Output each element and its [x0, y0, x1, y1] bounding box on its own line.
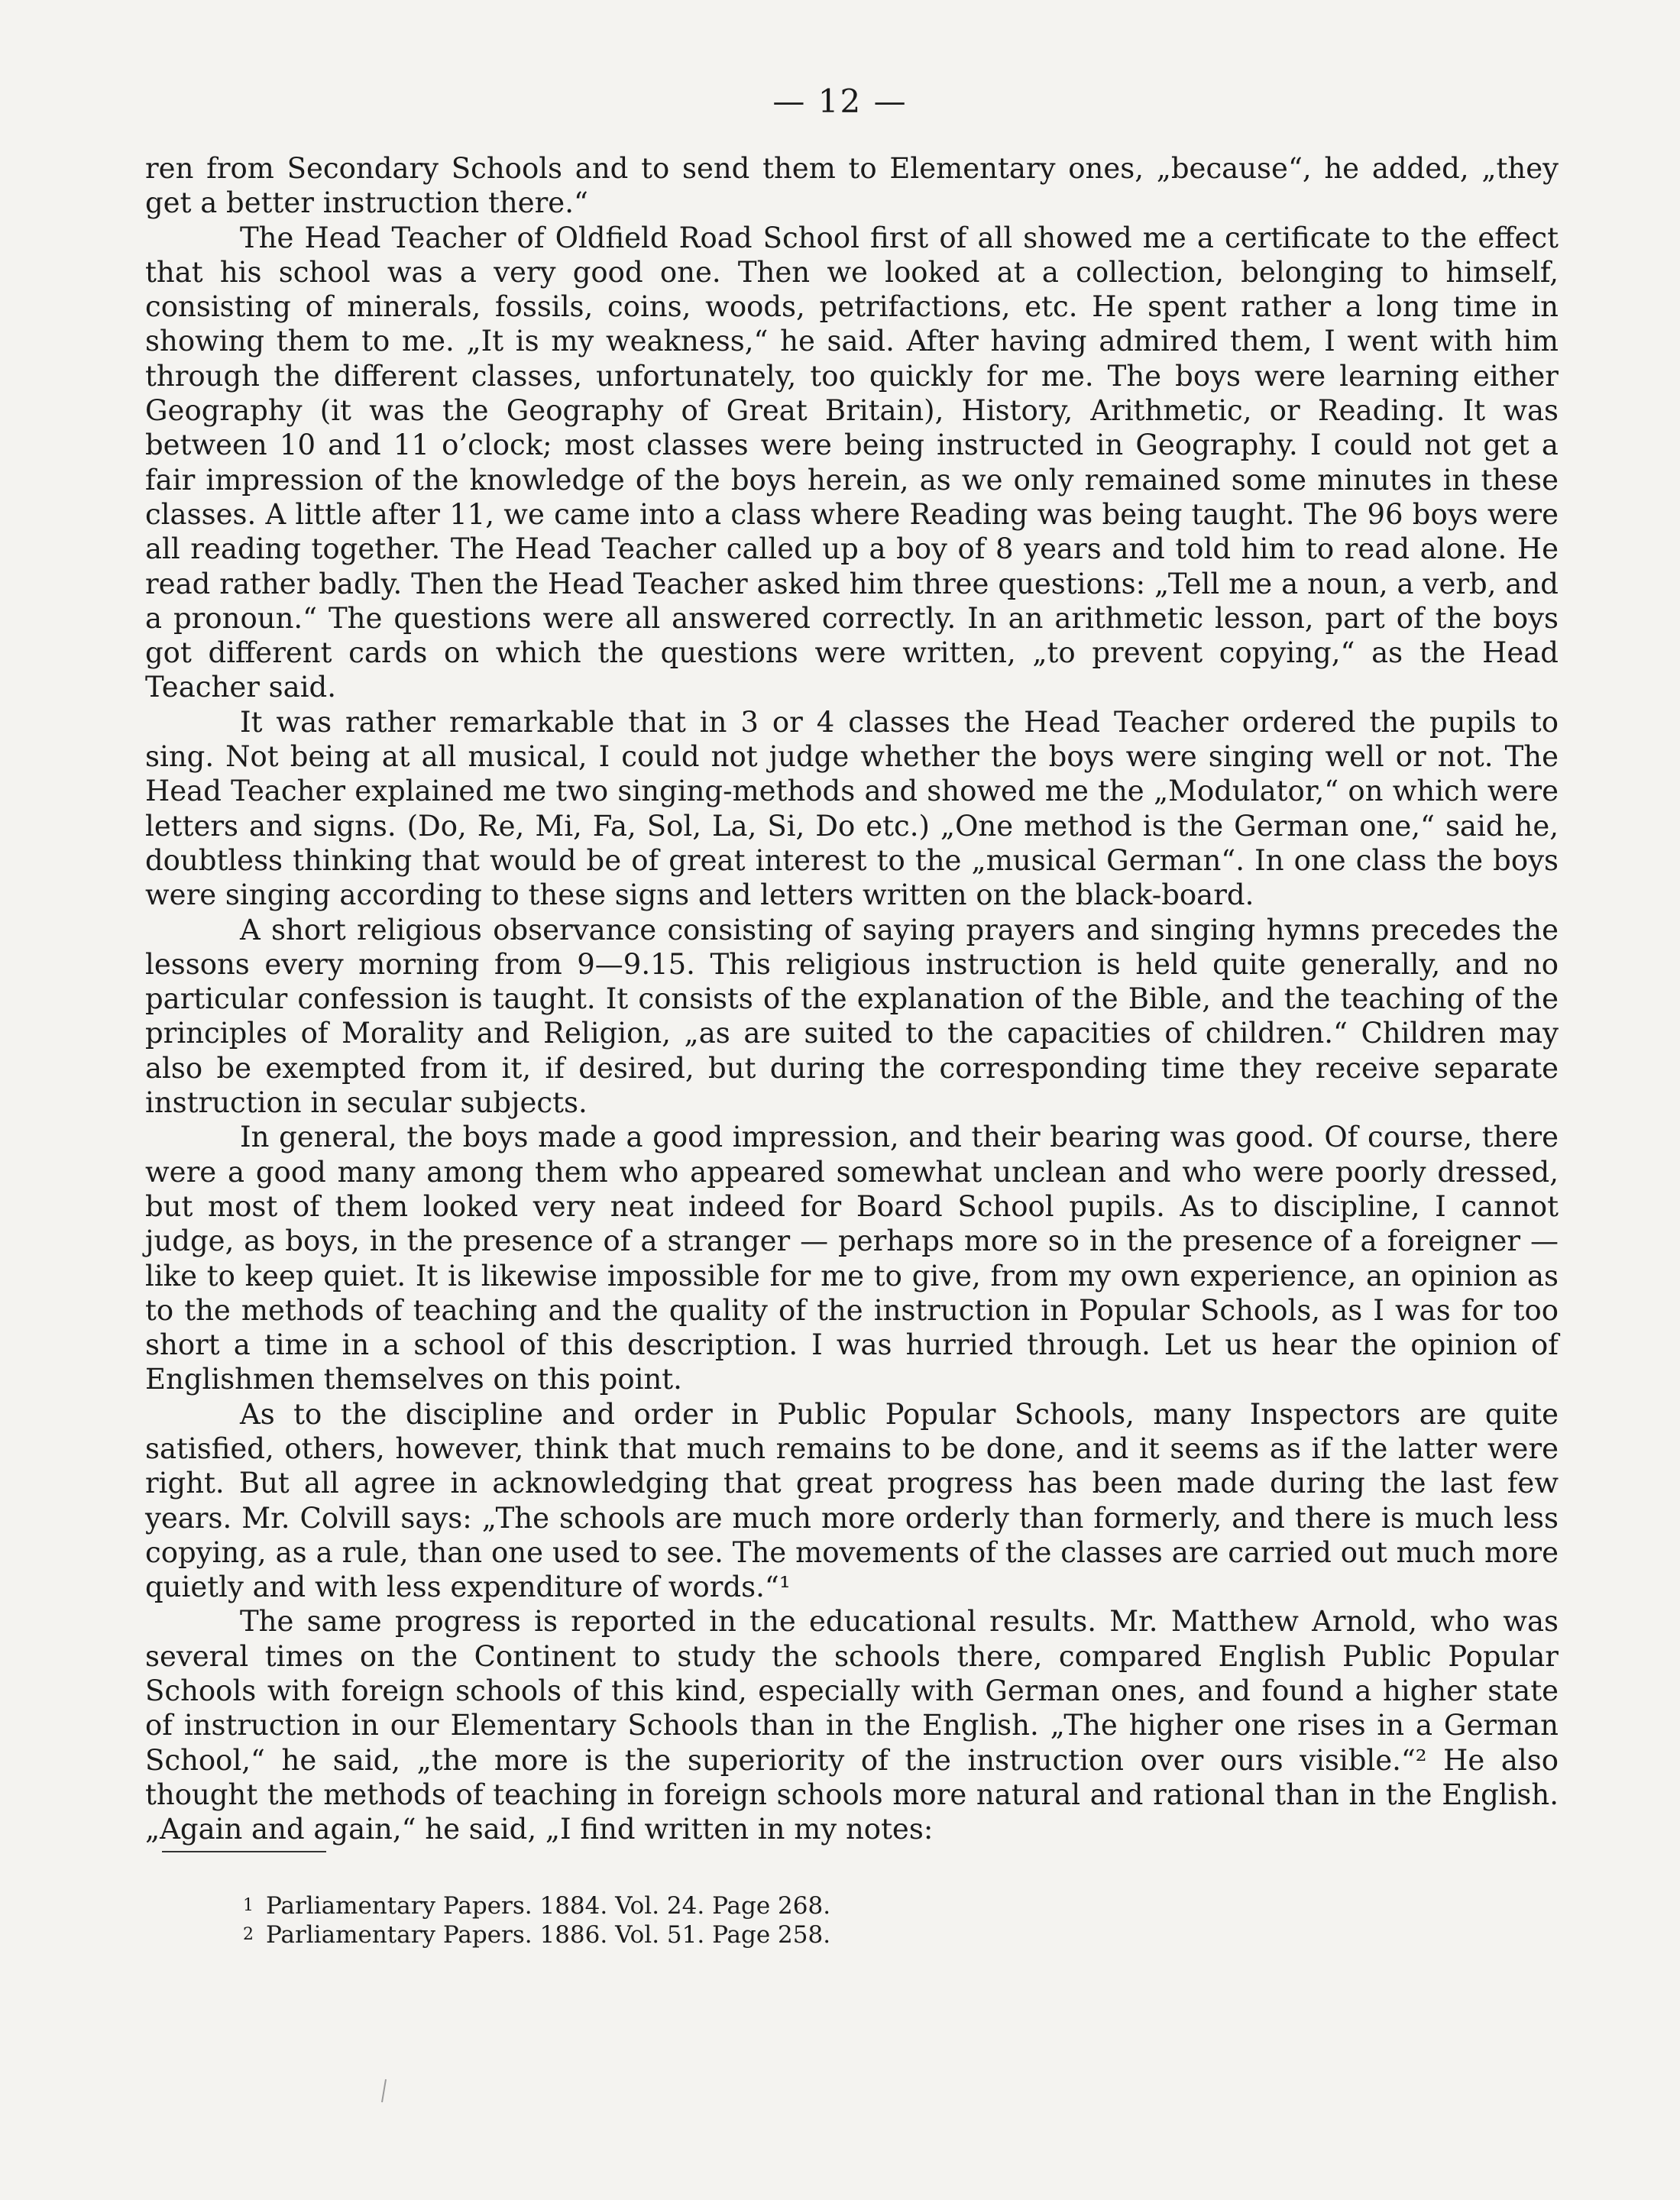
paragraph-3: It was rather remarkable that in 3 or 4 classes the Head Teacher ordered the pupils to sing. Not being at all musical, I could not judge whether the boys were singing well or not. The Head Teacher explained me two singing-methods and showed me the „Modulator,“ on which were letters and signs. (Do, Re, Mi, Fa, Sol, La, Si, Do etc.) „One method is the German one,“ said he, doubtless thinking that would be of great interest to the „musical German“. In one class the boys were singing according to these signs and letters written on the black-board.: [145, 705, 1559, 912]
footnotes: [243, 1891, 1313, 1949]
footnote-text: Parliamentary Papers. 1886. Vol. 51. Page 258.: [266, 1921, 831, 1949]
footnote: [243, 1920, 1313, 1949]
footnote-text: Parliamentary Papers. 1884. Vol. 24. Page 268.: [266, 1892, 831, 1920]
body-text: [145, 151, 1559, 1847]
paragraph-4: A short religious observance consisting of saying prayers and singing hymns precedes the lessons every morning from 9—9.15. This religious instruction is held quite generally, and no particular confession is taught. It consists of the explanation of the Bible, and the teaching of the principles of Morality and Religion, „as are suited to the capacities of children.“ Children may also be exempted from it, if desired, but during the corresponding time they receive separate instruction in secular subjects.: [145, 913, 1559, 1120]
paragraph-1: ren from Secondary Schools and to send them to Elementary ones, „because“, he added, „they get a better instruction there.“: [145, 152, 1559, 220]
footnote-rule: [162, 1851, 326, 1852]
paragraph-5: In general, the boys made a good impression, and their bearing was good. Of course, there were a good many among them who appeared somewhat unclean and who were poorly dressed, but most of them looked very neat indeed for Board School pupils. As to discipline, I cannot judge, as boys, in the presence of a stranger — perhaps more so in the presence of a foreigner — like to keep quiet. It is likewise impossible for me to give, from my own experience, an opinion as to the methods of teaching and the quality of the instruction in Popular Schools, as I was for too short a time in a school of this description. I was hurried through. Let us hear the opinion of Englishmen themselves on this point.: [145, 1121, 1559, 1396]
paragraph-2: The Head Teacher of Oldfield Road School first of all showed me a certificate to the effect that his school was a very good one. Then we looked at a collection, belonging to himself, consisting of minerals, fossils, coins, woods, petrifactions, etc. He spent rather a long time in showing them to me. „It is my weakness,“ he said. After having admired them, I went with him through the different classes, unfortunately, too quickly for me. The boys were learning either Geography (it was the Geography of Great Britain), History, Arithmetic, or Reading. It was between 10 and 11 o’clock; most classes were being instructed in Geography. I could not get a fair impression of the knowledge of the boys herein, as we only remained some minutes in these classes. A little after 11, we came into a class where Reading was being taught. The 96 boys were all reading together. The Head Teacher called up a boy of 8 years and told him to read alone. He read rather badly. Then the Head Teacher asked him three questions: „Tell me a noun, a verb, and a pronoun.“ The questions were all answered correctly. In an arithmetic lesson, part of the boys got different cards on which the questions were written, „to prevent copying,“ as the Head Teacher said.: [145, 221, 1559, 704]
footnote-mark: 1: [243, 1896, 254, 1915]
paragraph-6: As to the discipline and order in Public Popular Schools, many Inspectors are quite satisfied, others, however, think that much remains to be done, and it seems as if the latter were right. But all agree in acknowledging that great progress has been made during the last few years. Mr. Colvill says: „The schools are much more orderly than formerly, and there is much less copying, as a rule, than one used to see. The movements of the classes are carried out much more quietly and with less expenditure of words.“¹: [145, 1397, 1559, 1604]
footnote: [243, 1891, 1313, 1920]
paragraph-7: The same progress is reported in the educational results. Mr. Matthew Arnold, who was several times on the Continent to study the schools there, compared English Public Popular Schools with foreign schools of this kind, especially with German ones, and found a higher state of instruction in our Elementary Schools than in the English. „The higher one rises in a German School,“ he said, „the more is the superiority of the instruction over ours visible.“² He also thought the methods of teaching in foreign schools more natural and rational than in the English. „Again and again,“ he said, „I find written in my notes:: [145, 1605, 1559, 1846]
stray-pen-mark: [382, 2079, 386, 2102]
footnote-mark: 2: [243, 1925, 254, 1944]
page-number: — 12 —: [772, 82, 908, 120]
